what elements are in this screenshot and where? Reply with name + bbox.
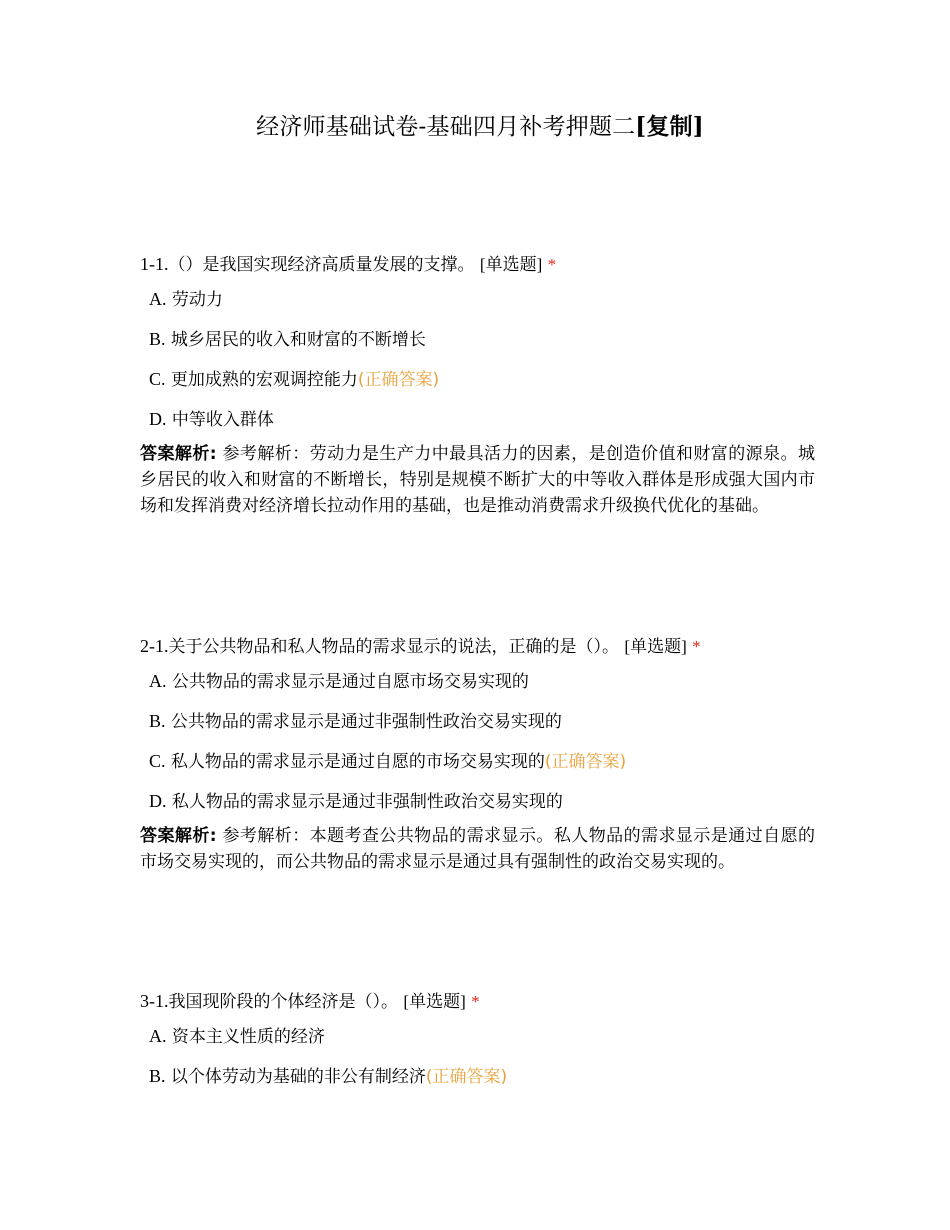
option-text: 私人物品的需求显示是通过自愿的市场交易实现的 bbox=[170, 752, 545, 772]
required-mark: * bbox=[471, 992, 480, 1011]
question-stem bbox=[140, 252, 820, 277]
option-letter: A. bbox=[149, 671, 167, 691]
option-letter: D. bbox=[149, 791, 167, 811]
question-text: 关于公共物品和私人物品的需求显示的说法，正确的是（）。 bbox=[168, 637, 619, 657]
option-a bbox=[149, 287, 820, 327]
option-text: 劳动力 bbox=[171, 290, 223, 310]
option-c bbox=[149, 749, 820, 789]
option-text: 私人物品的需求显示是通过非强制性政治交易实现的 bbox=[171, 792, 563, 812]
analysis-label: 答案解析: bbox=[140, 826, 217, 846]
question-type: [单选题] bbox=[624, 637, 687, 656]
option-b bbox=[149, 327, 820, 367]
option-list bbox=[140, 1024, 820, 1104]
question-text: 我国现阶段的个体经济是（）。 bbox=[168, 992, 398, 1012]
question-number: 1-1. bbox=[140, 254, 169, 274]
option-text: 中等收入群体 bbox=[171, 410, 274, 430]
correct-answer-tag: (正确答案) bbox=[357, 370, 440, 390]
option-b bbox=[149, 1064, 820, 1104]
question-2 bbox=[140, 634, 820, 875]
answer-analysis bbox=[140, 823, 815, 875]
option-text: 公共物品的需求显示是通过非强制性政治交易实现的 bbox=[170, 712, 562, 732]
option-text: 城乡居民的收入和财富的不断增长 bbox=[170, 330, 426, 350]
option-letter: C. bbox=[149, 369, 166, 389]
option-list bbox=[140, 287, 820, 447]
option-a bbox=[149, 669, 820, 709]
question-text: （）是我国实现经济高质量发展的支撑。 bbox=[168, 255, 475, 275]
analysis-text: 参考解析：劳动力是生产力中最具活力的因素，是创造价值和财富的源泉。城乡居民的收入和财富的不断增长，特别是规模不断扩大的中等收入群体是形成强大国内市场和发挥消费对经济增长拉动作用的基础，也是推动消费需求升级换代优化的基础。 bbox=[140, 444, 816, 516]
question-number: 2-1. bbox=[140, 636, 169, 656]
option-text: 公共物品的需求显示是通过自愿市场交易实现的 bbox=[171, 672, 529, 692]
option-text: 资本主义性质的经济 bbox=[171, 1027, 325, 1047]
title-suffix: [复制] bbox=[635, 113, 704, 140]
question-1 bbox=[140, 252, 820, 519]
option-letter: D. bbox=[149, 409, 167, 429]
analysis-text: 参考解析：本题考查公共物品的需求显示。私人物品的需求显示是通过自愿的市场交易实现的，而公共物品的需求显示是通过具有强制性的政治交易实现的。 bbox=[140, 826, 816, 872]
required-mark: * bbox=[547, 255, 557, 274]
correct-answer-tag: (正确答案) bbox=[425, 1067, 508, 1087]
analysis-label: 答案解析: bbox=[140, 444, 217, 464]
option-letter: C. bbox=[149, 751, 166, 771]
option-letter: B. bbox=[149, 1066, 166, 1086]
option-b bbox=[149, 709, 820, 749]
title-main: 经济师基础试卷-基础四月补考押题二 bbox=[256, 114, 636, 140]
answer-analysis bbox=[140, 441, 815, 519]
option-letter: B. bbox=[149, 329, 166, 349]
option-letter: A. bbox=[149, 289, 167, 309]
option-text: 更加成熟的宏观调控能力 bbox=[170, 370, 358, 390]
required-mark: * bbox=[692, 637, 701, 656]
option-list bbox=[140, 669, 820, 829]
question-stem bbox=[140, 989, 820, 1014]
question-type: [单选题] bbox=[479, 255, 543, 274]
option-text: 以个体劳动为基础的非公有制经济 bbox=[170, 1067, 426, 1087]
question-number: 3-1. bbox=[140, 991, 169, 1011]
option-a bbox=[149, 1024, 820, 1064]
question-type: [单选题] bbox=[403, 992, 466, 1011]
option-c bbox=[149, 367, 820, 407]
correct-answer-tag: (正确答案) bbox=[544, 752, 627, 772]
question-stem bbox=[140, 634, 820, 659]
question-3 bbox=[140, 989, 820, 1104]
option-letter: B. bbox=[149, 711, 166, 731]
page-title bbox=[0, 112, 950, 142]
option-letter: A. bbox=[149, 1026, 167, 1046]
